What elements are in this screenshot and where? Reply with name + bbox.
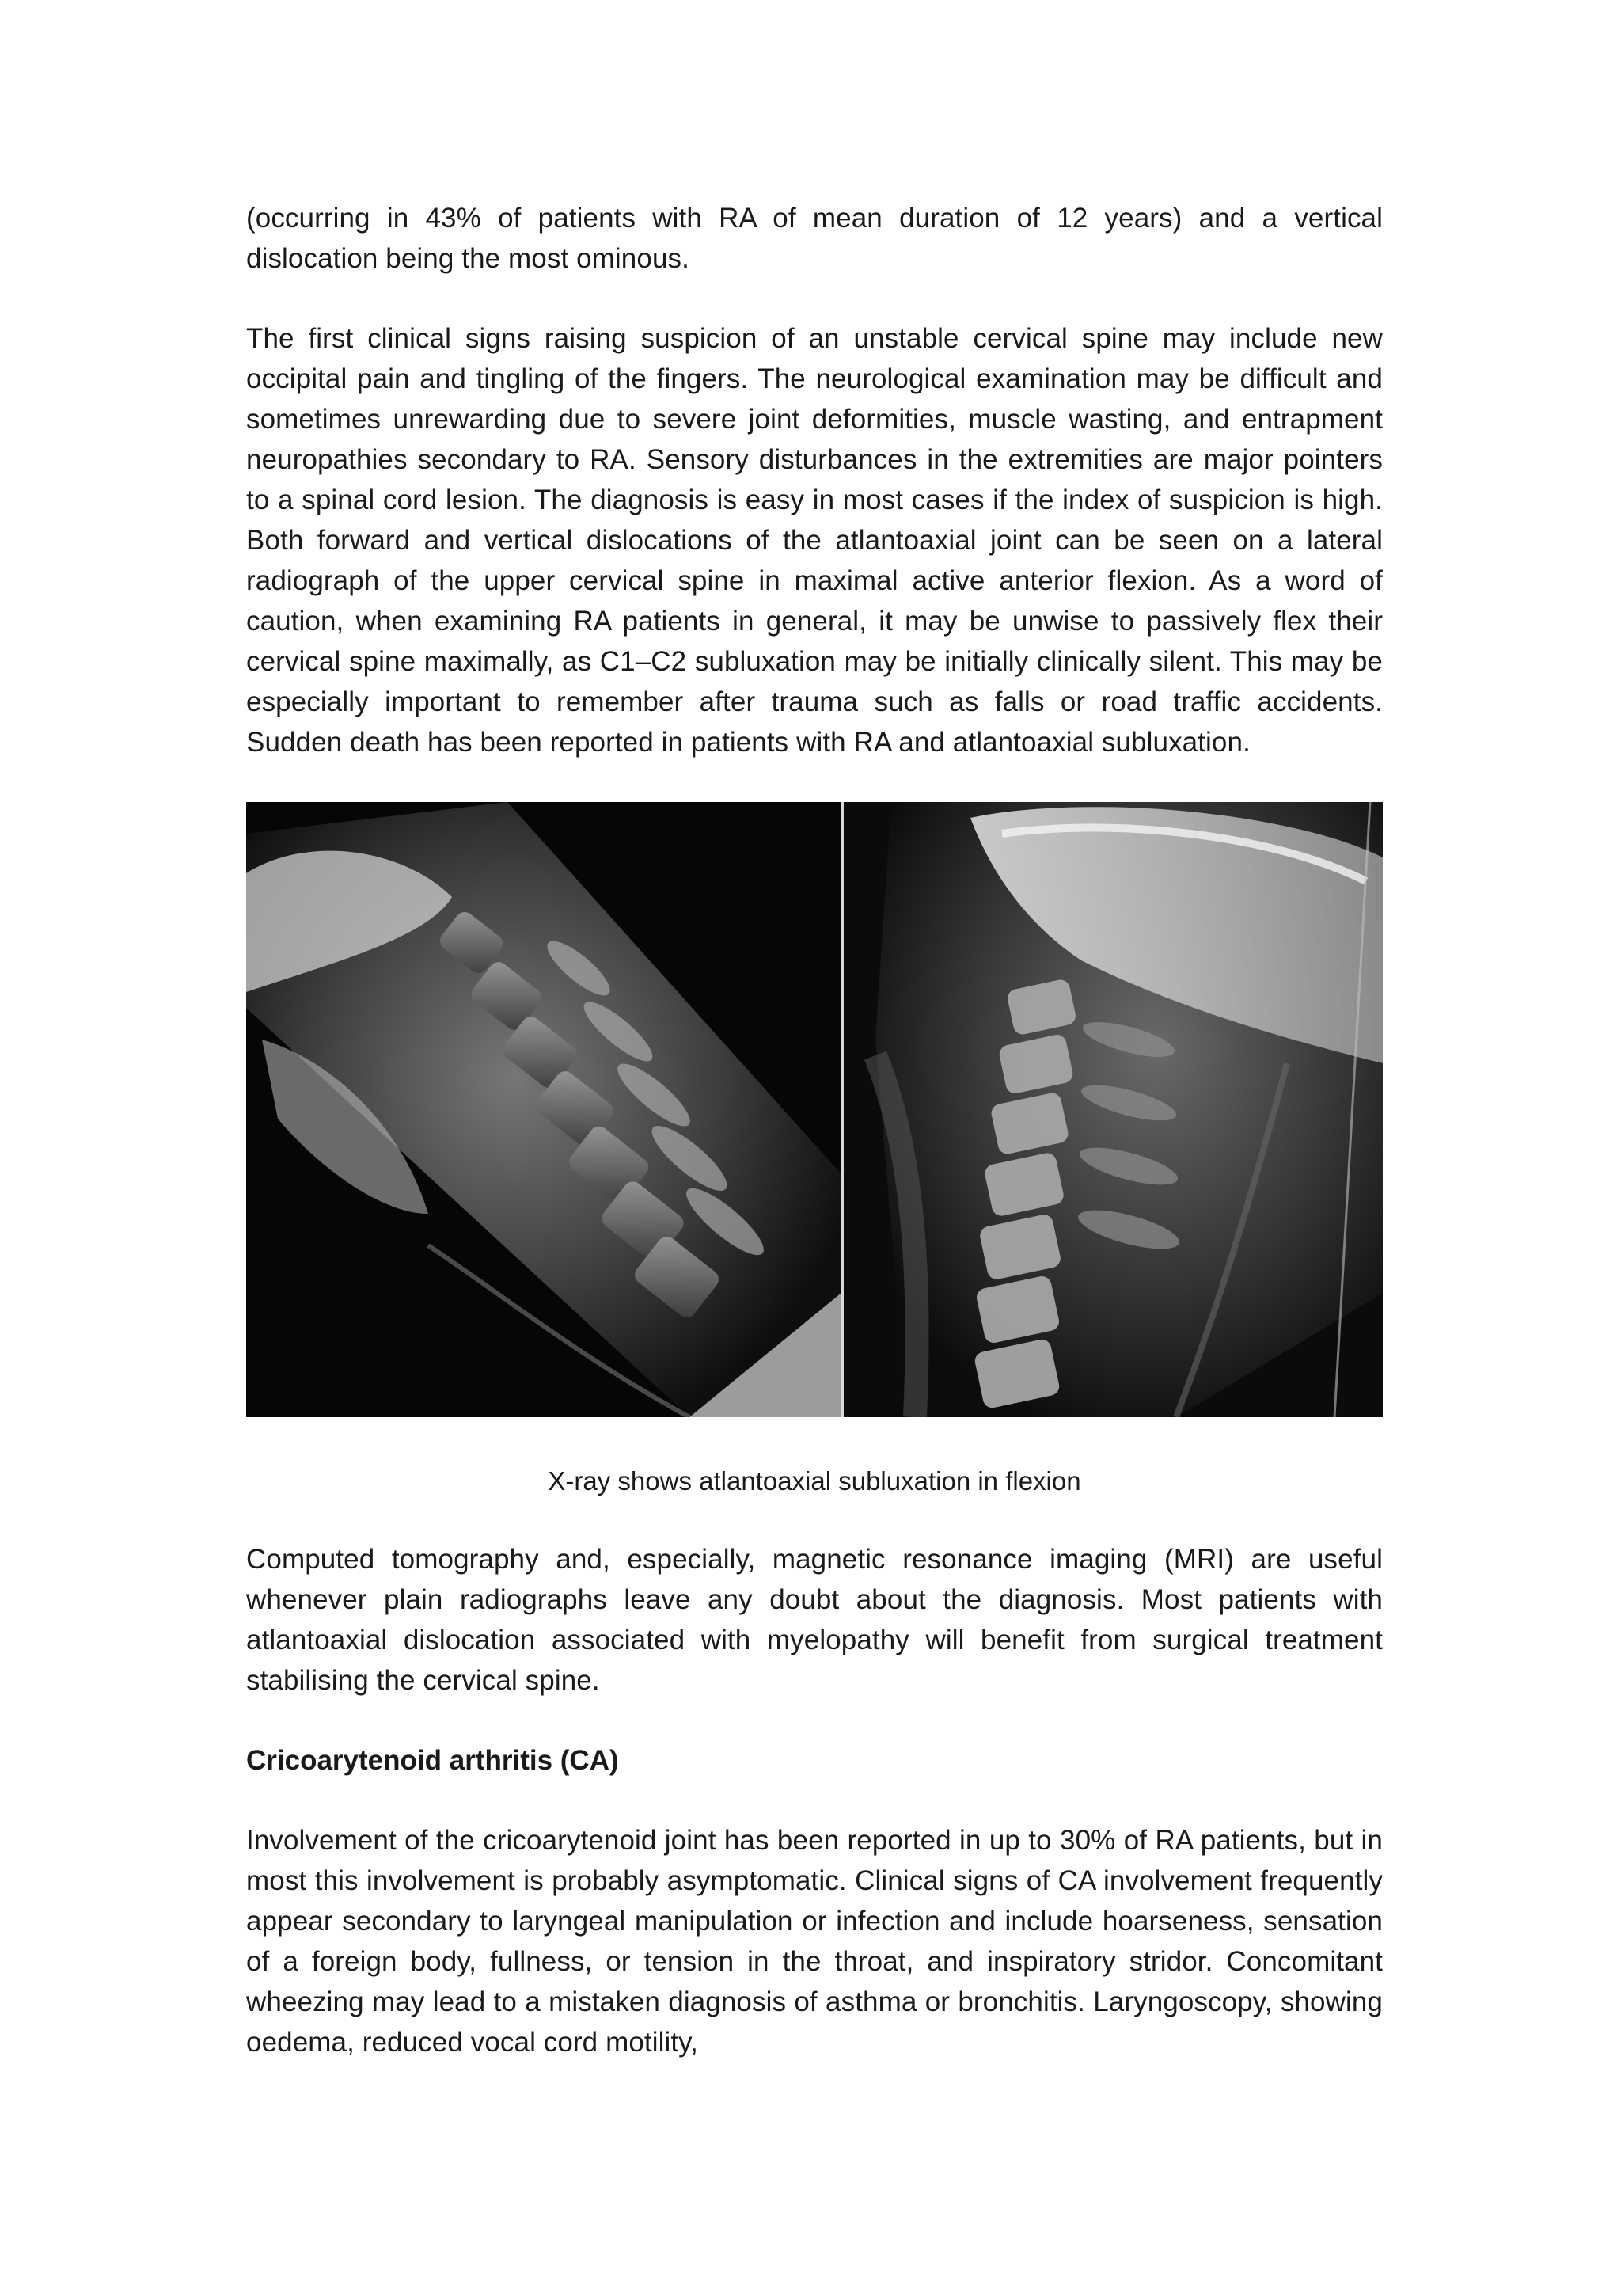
paragraph-imaging: Computed tomography and, especially, magnetic resonance imaging (MRI) are useful whenever plain radiographs leave any doubt about the diagnosis. Most patients with atlantoaxial dislocation associated with myelopathy will benefit from surgical treatment stabilising the cervical spine. bbox=[246, 1544, 1383, 1696]
document-page bbox=[246, 198, 1383, 2062]
xray-figure bbox=[246, 802, 1383, 1417]
xray-image-lateral bbox=[844, 802, 1383, 1417]
xray-lateral-drawing bbox=[844, 802, 1383, 1417]
xray-image-flexion bbox=[246, 802, 841, 1417]
paragraph-intro: (occurring in 43% of patients with RA of mean duration of 12 years) and a vertical dislocation being the most ominous. bbox=[246, 203, 1383, 274]
figure-caption: X-ray shows atlantoaxial subluxation in flexion bbox=[548, 1466, 1081, 1496]
section-heading: Cricoarytenoid arthritis (CA) bbox=[246, 1745, 619, 1776]
paragraph-cricoarytenoid: Involvement of the cricoarytenoid joint has been reported in up to 30% of RA patients, but in most this involvement is probably asymptomatic. Clinical signs of CA involvement frequently appear secondary to laryngeal manipulation or infection and include hoarseness, sensation of a foreign body, fullness, or tension in the throat, and inspiratory stridor. Concomitant wheezing may lead to a mistaken diagnosis of asthma or bronchitis. Laryngoscopy, showing oedema, reduced vocal cord motility, bbox=[246, 1825, 1383, 2058]
paragraph-clinical-signs: The first clinical signs raising suspicion of an unstable cervical spine may include new occipital pain and tingling of the fingers. The neurological examination may be difficult and sometimes unrewarding due to severe joint deformities, muscle wasting, and entrapment neuropathies secondary to RA. Sensory disturbances in the extremities are major pointers to a spinal cord lesion. The diagnosis is easy in most cases if the index of suspicion is high. Both forward and vertical dislocations of the atlantoaxial joint can be seen on a lateral radiograph of the upper cervical spine in maximal active anterior flexion. As a word of caution, when examining RA patients in general, it may be unwise to passively flex their cervical spine maximally, as C1–C2 subluxation may be initially clinically silent. This may be especially important to remember after trauma such as falls or road traffic accidents. Sudden death has been reported in patients with RA and atlantoaxial subluxation. bbox=[246, 323, 1383, 758]
xray-flexion-drawing bbox=[246, 802, 841, 1417]
